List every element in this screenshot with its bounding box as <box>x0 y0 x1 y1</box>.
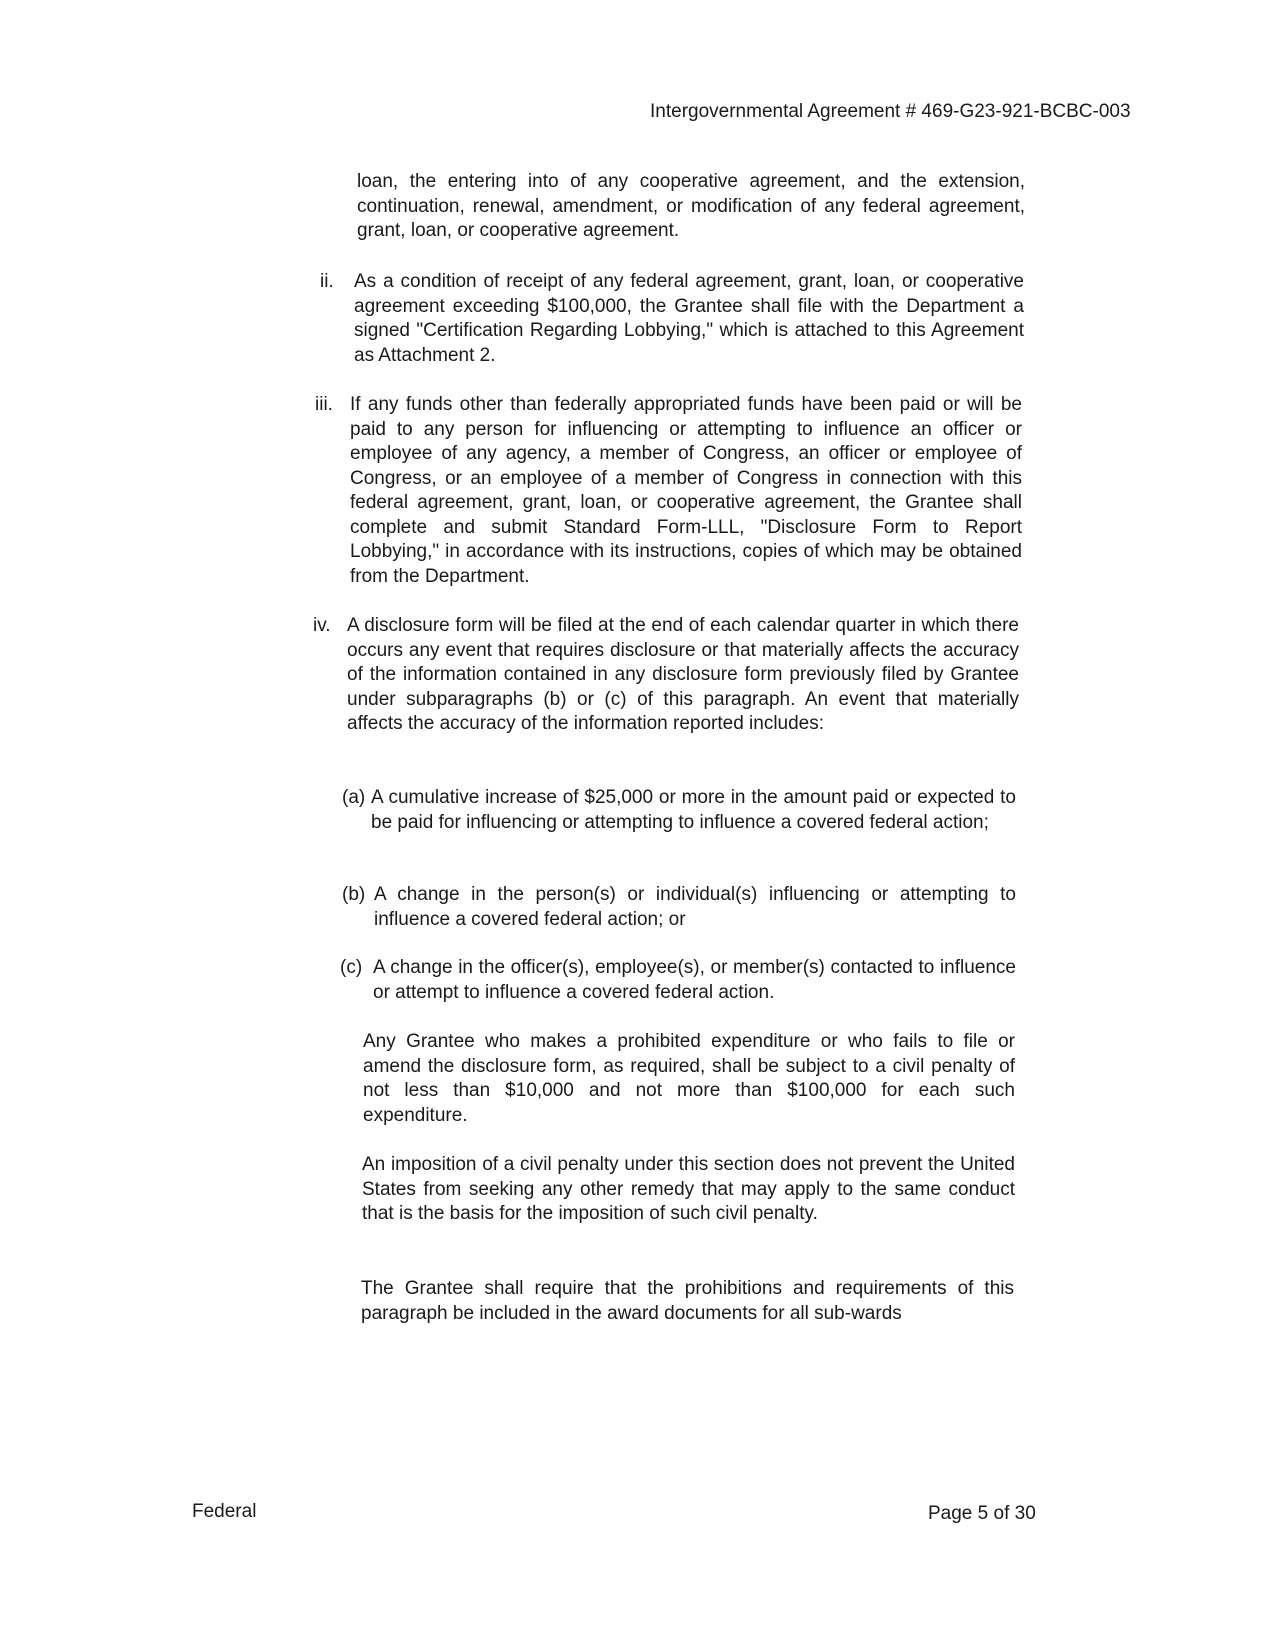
item-marker-iii: iii. <box>315 394 333 415</box>
item-paragraph-iii: If any funds other than federally appropriated funds have been paid or will be paid to any person for influencing or attempting to influence an officer or employee of any agency, a member of Congress, an officer or employee of Congress, or an employee of a member of Congress in connection with this federal agreement, grant, loan, or cooperative agreement, the Grantee shall complete and submit Standard Form-LLL, "Disclosure Form to Report Lobbying," in accordance with its instructions, copies of which may be obtained from the Department. <box>350 394 1022 587</box>
item-marker-iv: iv. <box>313 615 331 636</box>
subitem-paragraph-a: A cumulative increase of $25,000 or more in the amount paid or expected to be paid for influencing or attempting to influence a covered federal action; <box>371 787 1016 833</box>
agreement-number-header: Intergovernmental Agreement # 469-G23-921-BCBC-003 <box>650 101 1131 122</box>
footer-section-label: Federal <box>192 1501 257 1522</box>
item-paragraph-iv: A disclosure form will be filed at the end of each calendar quarter in which there occurs any event that requires disclosure or that materially affects the accuracy of the information contained in any disclosure form previously filed by Grantee under subparagraphs (b) or (c) of this paragraph. An event that materially affects the accuracy of the information reported includes: <box>347 615 1019 734</box>
item-marker-ii: ii. <box>320 271 334 292</box>
continuation-paragraph: loan, the entering into of any cooperative agreement, and the extension, continuation, renewal, amendment, or modification of any federal agreement, grant, loan, or cooperative agreement. <box>357 171 1025 241</box>
subawards-paragraph: The Grantee shall require that the prohibitions and requirements of this paragraph be included in the award documents for all sub-wards <box>361 1278 1014 1324</box>
subitem-paragraph-c: A change in the officer(s), employee(s), or member(s) contacted to influence or attempt to influence a covered federal action. <box>373 957 1016 1003</box>
subitem-marker-a: (a) <box>342 787 366 808</box>
subitem-marker-b: (b) <box>342 884 366 905</box>
page-number: Page 5 of 30 <box>928 1503 1036 1524</box>
remedy-paragraph: An imposition of a civil penalty under this section does not prevent the United States from seeking any other remedy that may apply to the same conduct that is the basis for the imposition of such civil penalty. <box>362 1154 1015 1224</box>
item-paragraph-ii: As a condition of receipt of any federal agreement, grant, loan, or cooperative agreement exceeding $100,000, the Grantee shall file with the Department a signed "Certification Regarding Lobbying," which is attached to this Agreement as Attachment 2. <box>354 271 1024 366</box>
penalty-paragraph: Any Grantee who makes a prohibited expenditure or who fails to file or amend the disclosure form, as required, shall be subject to a civil penalty of not less than $10,000 and not more than $100,000 for each such expenditure. <box>363 1031 1015 1126</box>
subitem-marker-c: (c) <box>340 957 363 978</box>
subitem-paragraph-b: A change in the person(s) or individual(s) influencing or attempting to influence a covered federal action; or <box>374 884 1016 930</box>
